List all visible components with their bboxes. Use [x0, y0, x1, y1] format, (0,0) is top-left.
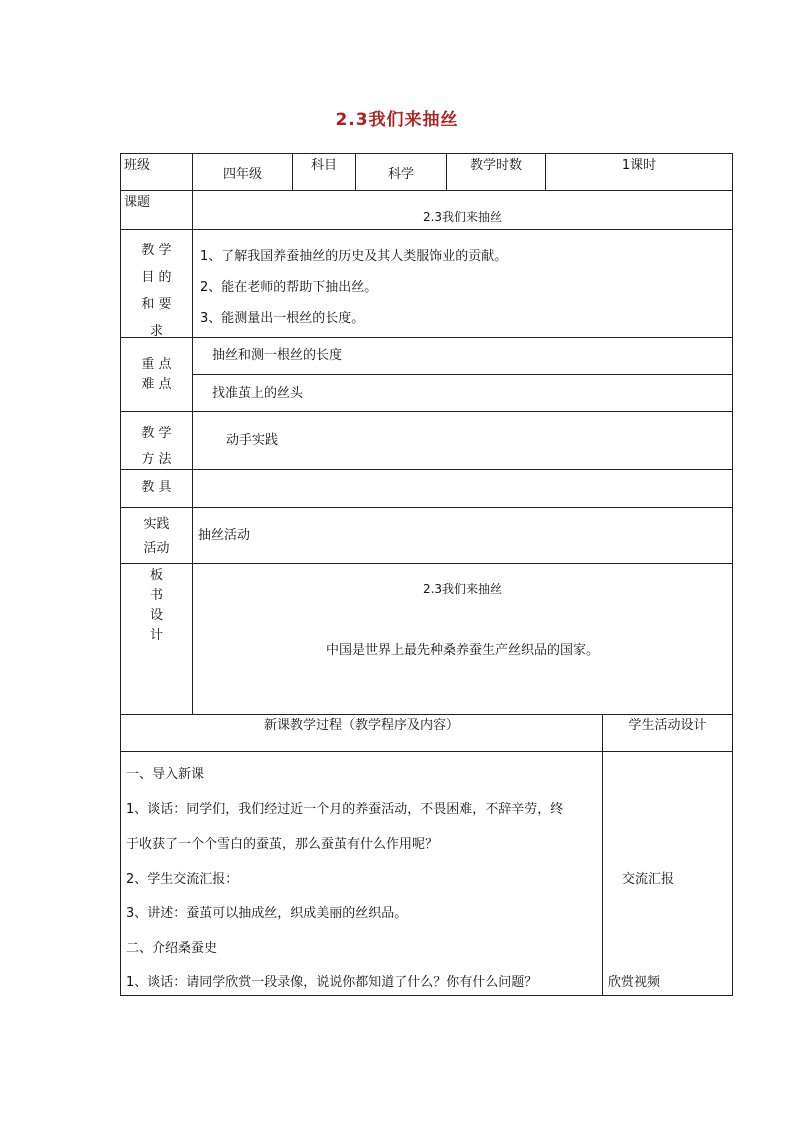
topic-label: 课题	[124, 195, 151, 210]
difficult-point: 找准茧上的丝头	[212, 386, 304, 401]
method-label-line: 教 学	[141, 426, 172, 441]
objectives-label-line: 教 学	[141, 243, 172, 258]
process-line: 1、谈话：同学们，我们经过近一个月的养蚕活动，不畏困难，不辞辛劳，终	[126, 802, 564, 817]
board-text: 中国是世界上最先种桑养蚕生产丝织品的国家。	[325, 643, 599, 658]
objective-item: 2、能在老师的帮助下抽出丝。	[200, 280, 378, 295]
key-point: 抽丝和测一根丝的长度	[212, 348, 343, 363]
activity-column-divider	[602, 714, 603, 995]
topic-value: 2.3我们来抽丝	[422, 210, 503, 224]
row-divider	[120, 337, 733, 338]
keypoints-label-line: 难 点	[141, 377, 172, 392]
keypoints-label	[121, 355, 192, 395]
page-title: 2.3我们来抽丝	[335, 110, 459, 130]
activity-item: 交流汇报	[622, 872, 675, 887]
objective-item: 3、能测量出一根丝的长度。	[200, 311, 365, 326]
row-divider	[120, 469, 733, 470]
board-label-line: 板	[149, 568, 163, 583]
board-label-line: 书	[149, 588, 163, 603]
class-label: 班级	[124, 158, 151, 173]
process-line: 二、介绍桑蚕史	[126, 941, 218, 956]
method-label	[121, 421, 192, 473]
process-line: 一、导入新课	[126, 767, 205, 782]
process-line: 2、学生交流汇报：	[126, 872, 239, 887]
practice-value: 抽丝活动	[198, 528, 251, 543]
objective-item: 1、了解我国养蚕抽丝的历史及其人类服饰业的贡献。	[200, 249, 508, 264]
row-divider	[120, 751, 733, 752]
process-header: 新课教学过程（教学程序及内容）	[263, 718, 459, 733]
subject-value: 科学	[387, 167, 414, 183]
board-title: 2.3我们来抽丝	[422, 582, 503, 596]
tools-label: 教 具	[141, 480, 172, 495]
objectives-label-line: 求	[149, 324, 163, 339]
objectives-label-line: 和 要	[141, 297, 172, 312]
hours-label: 教学时数	[469, 158, 522, 173]
practice-label-line: 实践	[143, 517, 170, 532]
activity-item: 欣赏视频	[608, 975, 661, 990]
practice-label-line: 活动	[143, 541, 170, 556]
process-line: 3、讲述：蚕茧可以抽成丝，织成美丽的丝织品。	[126, 906, 408, 921]
objectives-label-line: 目 的	[141, 270, 172, 285]
activity-header: 学生活动设计	[628, 718, 707, 733]
method-value: 动手实践	[226, 433, 279, 448]
row-divider	[120, 190, 733, 191]
row-divider	[120, 563, 733, 564]
process-line: 1、谈话：请同学欣赏一段录像，说说你都知道了什么？你有什么问题？	[126, 975, 538, 990]
row-divider	[120, 411, 733, 412]
board-label	[121, 566, 192, 646]
practice-label	[121, 513, 192, 561]
board-label-line: 设	[149, 608, 163, 623]
table-border-bottom	[120, 995, 733, 996]
subject-label: 科目	[310, 158, 337, 173]
class-value: 四年级	[222, 167, 262, 183]
hours-value: 1课时	[621, 158, 657, 173]
objectives-label	[121, 237, 192, 345]
method-label-line: 方 法	[141, 452, 172, 467]
row-divider	[120, 714, 733, 715]
label-column-divider	[192, 153, 193, 714]
process-line: 于收获了一个个雪白的蚕茧，那么蚕茧有什么作用呢？	[126, 837, 439, 852]
row-divider	[120, 507, 733, 508]
table-border-right	[732, 153, 733, 996]
row-divider	[192, 374, 733, 375]
keypoints-label-line: 重 点	[141, 357, 172, 372]
row-divider	[120, 229, 733, 230]
board-label-line: 计	[149, 628, 163, 643]
